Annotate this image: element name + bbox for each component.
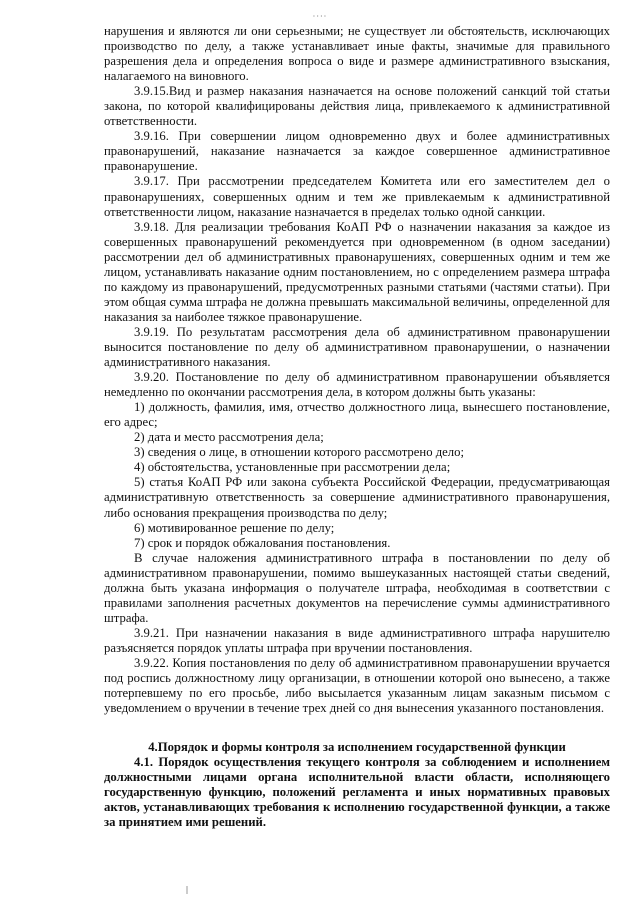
page-mark: ···· xyxy=(312,12,328,21)
paragraph-continuation: нарушения и являются ли они серьезными; не существует ли обстоятельств, исключающих производство по делу, а также устанавливает иные факты, значимые для правильного разрешения дела и определения вопроса о виде и размере административного взыскания, налагаемого на виновного. xyxy=(104,24,610,84)
paragraph-3-9-18: 3.9.18. Для реализации требования КоАП РФ о назначении наказания за каждое из совершенных правонарушений рекомендуется при одновременном (в одном заседании) рассмотрении дел об административных правонарушениях, совершенных одним и тем же лицом, устанавливать наказание одним постановлением, но с определением размера штрафа по каждому из правонарушений, предусмотренных разными статьями (частями статьи). При этом общая сумма штрафа не должна превышать максимальной величины, определенной для наказания за наиболее тяжкое правонарушение. xyxy=(104,219,610,324)
list-item-2: 2) дата и место рассмотрения дела; xyxy=(134,430,324,445)
paragraph-3-9-16: 3.9.16. При совершении лицом одновременно двух и более административных правонарушений, наказание назначается за каждое совершенное административное правонарушение. xyxy=(104,129,610,174)
subsection-heading: 4.1. Порядок осуществления текущего контроля за соблюдением и исполнением должностными лицами органа исполнительной власти области, исполняющего государственную функцию, положений регламента и иных нормативных правовых актов, устанавливающих требования к исполнению государственной функции, а также за принятием ими решений. xyxy=(104,755,610,830)
paragraph-3-9-21: 3.9.21. При назначении наказания в виде административного штрафа нарушителю разъясняется порядок уплаты штрафа при вручении постановления. xyxy=(104,625,610,655)
section-heading: 4.Порядок и формы контроля за исполнением государственной функции xyxy=(148,740,566,755)
paragraph-3-9-15: 3.9.15.Вид и размер наказания назначается на основе положений санкций той статьи закона, по которой квалифицированы действия лица, привлекаемого к административной ответственности. xyxy=(104,84,610,129)
paragraph-3-9-22: 3.9.22. Копия постановления по делу об административном правонарушении вручается под роспись должностному лицу организации, в отношении которой оно вынесено, а также потерпевшему по его просьбе, либо высылается указанным лицам заказным письмом с уведомлением о вручении в течение трех дней со дня вынесения указанного постановления. xyxy=(104,655,610,716)
list-item-6: 6) мотивированное решение по делу; xyxy=(134,520,335,535)
list-item-7: 7) срок и порядок обжалования постановления. xyxy=(134,535,391,550)
paragraph-3-9-17: 3.9.17. При рассмотрении председателем Комитета или его заместителем дел о правонарушениях, совершенных одним и тем же привлекаемым к административной ответственности лицом, наказание назначается в пределах только одной санкции. xyxy=(104,174,610,219)
document-body xyxy=(104,24,610,830)
paragraph-fine-info: В случае наложения административного штрафа в постановлении по делу об административном правонарушении, помимо вышеуказанных настоящей статьи сведений, должна быть указана информация о получателе штрафа, необходимая в соответствии с правилами заполнения расчетных документов на перечисление суммы административного штрафа. xyxy=(104,550,610,625)
list-item-5: 5) статья КоАП РФ или закона субъекта Российской Федерации, предусматривающая административную ответственность за совершение административного правонарушения, либо основания прекращения производства по делу; xyxy=(104,475,610,520)
paragraph-3-9-19: 3.9.19. По результатам рассмотрения дела об административном правонарушении выносится постановление по делу об административном правонарушении, о назначении административного наказания. xyxy=(104,324,610,370)
paragraph-3-9-20: 3.9.20. Постановление по делу об административном правонарушении объявляется немедленно по окончании рассмотрения дела, в котором должны быть указаны: xyxy=(104,370,610,400)
list-item-4: 4) обстоятельства, установленные при рассмотрении дела; xyxy=(134,460,451,475)
list-item-3: 3) сведения о лице, в отношении которого рассмотрено дело; xyxy=(134,445,465,460)
scan-artifact-mark xyxy=(186,886,188,894)
list-item-1: 1) должность, фамилия, имя, отчество должностного лица, вынесшего постановление, его адрес; xyxy=(104,400,610,430)
